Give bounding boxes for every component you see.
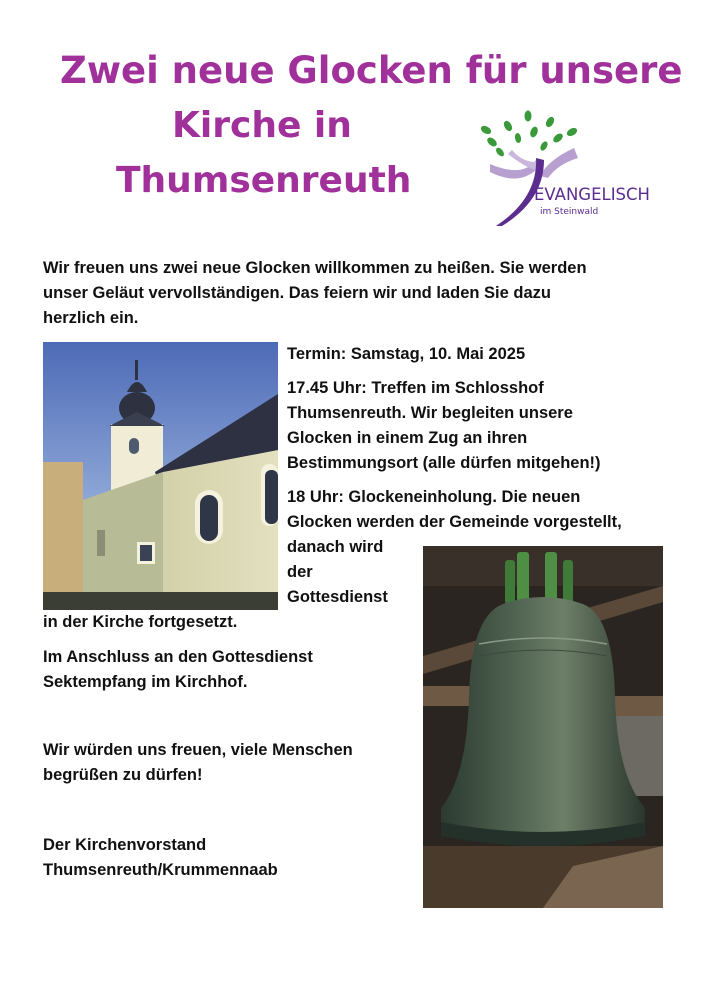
closing-line: Wir würden uns freuen, viele Menschen — [43, 741, 353, 759]
signature-line: Thumsenreuth/Krummennaab — [43, 861, 278, 879]
page-title-line-1: Zwei neue Glocken für unsere — [60, 49, 683, 92]
intro-line: herzlich ein. — [43, 309, 139, 327]
schedule-line: danach wird — [287, 538, 384, 556]
intro-line: unser Geläut vervollständigen. Das feiern wir und laden Sie dazu — [43, 284, 551, 302]
evangelisch-logo — [478, 108, 678, 230]
tree-cross-icon — [478, 108, 678, 230]
bell-photo — [423, 546, 663, 908]
schedule-line: in der Kirche fortgesetzt. — [43, 613, 238, 631]
signature — [43, 833, 278, 883]
schedule-line: Gottesdienst — [287, 588, 388, 606]
reception-line: Im Anschluss an den Gottesdienst — [43, 648, 313, 666]
signature-line: Der Kirchenvorstand — [43, 836, 207, 854]
reception-line: Sektempfang im Kirchhof. — [43, 673, 248, 691]
reception-paragraph — [43, 645, 313, 695]
schedule-line: 18 Uhr: Glockeneinholung. Die neuen — [287, 488, 581, 506]
closing-paragraph — [43, 738, 353, 788]
closing-line: begrüßen zu dürfen! — [43, 766, 203, 784]
intro-paragraph — [43, 256, 587, 331]
page-title-line-2: Kirche in — [172, 105, 352, 146]
schedule-meeting — [287, 376, 601, 476]
schedule-line: Thumsenreuth. Wir begleiten unsere — [287, 404, 573, 422]
intro-line: Wir freuen uns zwei neue Glocken willkommen zu heißen. Sie werden — [43, 259, 587, 277]
schedule-line: Bestimmungsort (alle dürfen mitgehen!) — [287, 454, 601, 472]
logo-wordmark: EVANGELISCH — [534, 185, 650, 204]
date-line — [287, 342, 525, 367]
schedule-line: Glocken werden der Gemeinde vorgestellt, — [287, 513, 622, 531]
church-photo — [43, 342, 278, 610]
termin-text: Termin: Samstag, 10. Mai 2025 — [287, 345, 526, 363]
schedule-line: 17.45 Uhr: Treffen im Schlosshof — [287, 379, 544, 397]
schedule-line: der — [287, 563, 313, 581]
page-title-line-3: Thumsenreuth — [116, 160, 412, 201]
schedule-line: Glocken in einem Zug an ihren — [287, 429, 528, 447]
schedule-ceremony-end — [43, 610, 237, 635]
logo-subtitle: im Steinwald — [540, 207, 599, 217]
